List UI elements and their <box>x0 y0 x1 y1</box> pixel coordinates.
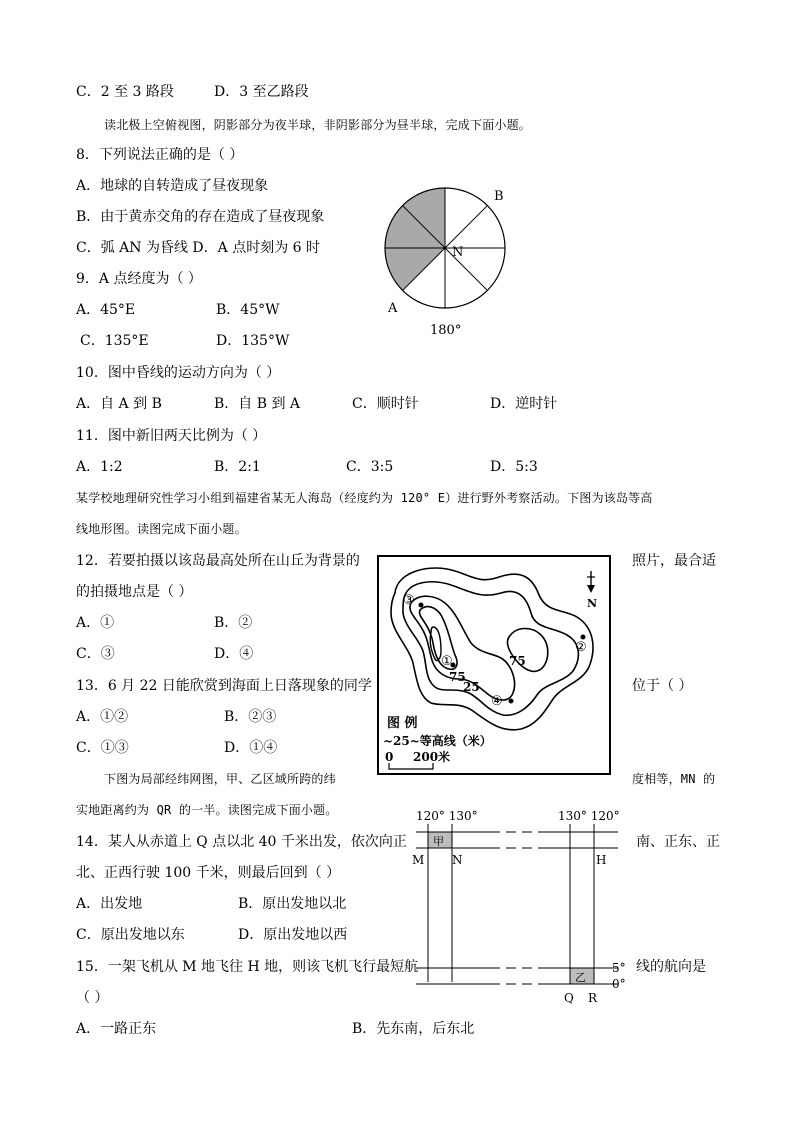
q8-option-a: A．地球的自转造成了昼夜现象 <box>76 178 269 194</box>
q14-option-d: D．原出发地以西 <box>238 927 348 943</box>
intro-fig1: 读北极上空俯视图，阴影部分为夜半球，非阴影部分为昼半球，完成下面小题。 <box>104 118 532 132</box>
legend-contour: ~25~等高线（米） <box>383 734 492 748</box>
label-m: M <box>412 853 425 867</box>
label-jia: 甲 <box>433 835 444 848</box>
question-8: 8．下列说法正确的是（ ） <box>76 147 244 163</box>
q11-option-d: D．5:3 <box>490 459 538 475</box>
q10-option-d: D．逆时针 <box>490 396 558 412</box>
question-10: 10．图中昏线的运动方向为（ ） <box>76 365 281 381</box>
intro-fig3-line2: 实地距离约为 QR 的一半。读图完成下面小题。 <box>76 803 338 817</box>
intro-fig3-line1: 下图为局部经纬网图，甲、乙区域所跨的纬 <box>104 772 336 786</box>
legend-scale: 200米 <box>413 750 451 764</box>
question-12-line1-right: 照片，最合适 <box>632 553 716 569</box>
q9-option-d: D．135°W <box>216 333 290 349</box>
question-14-line1-right: 南、正东、正 <box>636 834 720 850</box>
q9-option-c: C．135°E <box>80 333 149 349</box>
q10-option-c: C．顺时针 <box>352 396 419 412</box>
q14-option-b: B．原出发地以北 <box>238 896 347 912</box>
question-15: 15．一架飞机从 M 地飞往 H 地，则该飞机飞行最短航 <box>76 959 419 975</box>
q11-option-b: B．2:1 <box>214 459 261 475</box>
q12-option-d: D．④ <box>214 646 254 662</box>
legend-title: 图 例 <box>387 716 418 731</box>
contour-label-25: 25 <box>463 680 480 694</box>
q13-option-a: A．①② <box>76 709 129 725</box>
intro-fig3-line1-right: 度相等，MN 的 <box>632 772 716 786</box>
q13-option-d: D．①④ <box>224 740 278 756</box>
question-12-line1: 12．若要拍摄以该岛最高处所在山丘为背景的 <box>76 553 360 569</box>
contour-label-75-west: 75 <box>449 670 466 684</box>
question-13-right: 位于（ ） <box>632 678 693 694</box>
label-b: B <box>494 189 504 204</box>
contour-label-75-east: 75 <box>509 654 526 668</box>
q13-option-b: B．②③ <box>224 709 277 725</box>
label-q: Q <box>564 991 574 1005</box>
option-d-prev: D．3 至乙路段 <box>214 84 309 100</box>
q13-option-c: C．①③ <box>76 740 129 756</box>
label-h: H <box>596 853 607 867</box>
question-13: 13．6 月 22 日能欣赏到海面上日落现象的同学 <box>76 678 372 694</box>
q14-option-a: A．出发地 <box>76 896 143 912</box>
point-3: ③ <box>403 593 415 608</box>
q8-option-cd: C．弧 AN 为昏线 D．A 点时刻为 6 时 <box>76 240 321 256</box>
contour-map-figure <box>377 555 611 775</box>
question-14-line2: 北、正西行驶 100 千米，则最后回到（ ） <box>76 865 341 881</box>
q12-option-a: A．① <box>76 615 115 631</box>
legend-zero: 0 <box>385 750 394 764</box>
point-4: ④ <box>491 694 503 709</box>
label-lat5: 5° <box>612 961 626 975</box>
label-r: R <box>588 991 598 1005</box>
question-11: 11．图中新旧两天比例为（ ） <box>76 428 267 444</box>
q11-option-c: C．3:5 <box>346 459 394 475</box>
question-15-right: 线的航向是 <box>636 959 706 975</box>
q12-option-b: B．② <box>214 615 253 631</box>
label-180: 180° <box>430 323 462 338</box>
q10-option-a: A．自 A 到 B <box>76 396 162 412</box>
q9-option-a: A．45°E <box>76 302 136 318</box>
q15-option-a: A．一路正东 <box>76 1021 157 1037</box>
intro-fig2-line2: 线地形图。读图完成下面小题。 <box>76 522 247 536</box>
q9-option-b: B．45°W <box>216 302 280 318</box>
q14-option-c: C．原出发地以东 <box>76 927 185 943</box>
q15-option-b: B．先东南，后东北 <box>352 1021 475 1037</box>
option-c-prev: C．2 至 3 路段 <box>76 84 174 100</box>
label-lat0: 0° <box>612 977 626 991</box>
point-1: ① <box>441 654 453 669</box>
label-n: N <box>452 245 464 260</box>
q8-option-b: B．由于黄赤交角的存在造成了昼夜现象 <box>76 209 325 225</box>
question-9: 9．A 点经度为（ ） <box>76 271 202 287</box>
north-label: N <box>587 597 598 610</box>
top-right-longitudes: 130° 120° <box>558 809 620 823</box>
question-15-paren: （ ） <box>76 990 109 1006</box>
top-left-longitudes: 120° 130° <box>416 809 478 823</box>
question-12-line2: 的拍摄地点是（ ） <box>76 584 193 600</box>
q10-option-b: B．自 B 到 A <box>214 396 301 412</box>
intro-fig2-line1: 某学校地理研究性学习小组到福建省某无人海岛（经度约为 120° E）进行野外考察活动。下图为该岛等高 <box>76 491 653 505</box>
q12-option-c: C．③ <box>76 646 115 662</box>
graticule-figure <box>406 806 634 1010</box>
q11-option-a: A．1:2 <box>76 459 123 475</box>
label-a: A <box>388 301 398 316</box>
label-yi: 乙 <box>575 971 586 984</box>
question-14-line1: 14．某人从赤道上 Q 点以北 40 千米出发，依次向正 <box>76 834 407 850</box>
point-2: ② <box>575 640 587 655</box>
polar-view-figure <box>370 182 520 342</box>
label-n: N <box>452 853 463 867</box>
